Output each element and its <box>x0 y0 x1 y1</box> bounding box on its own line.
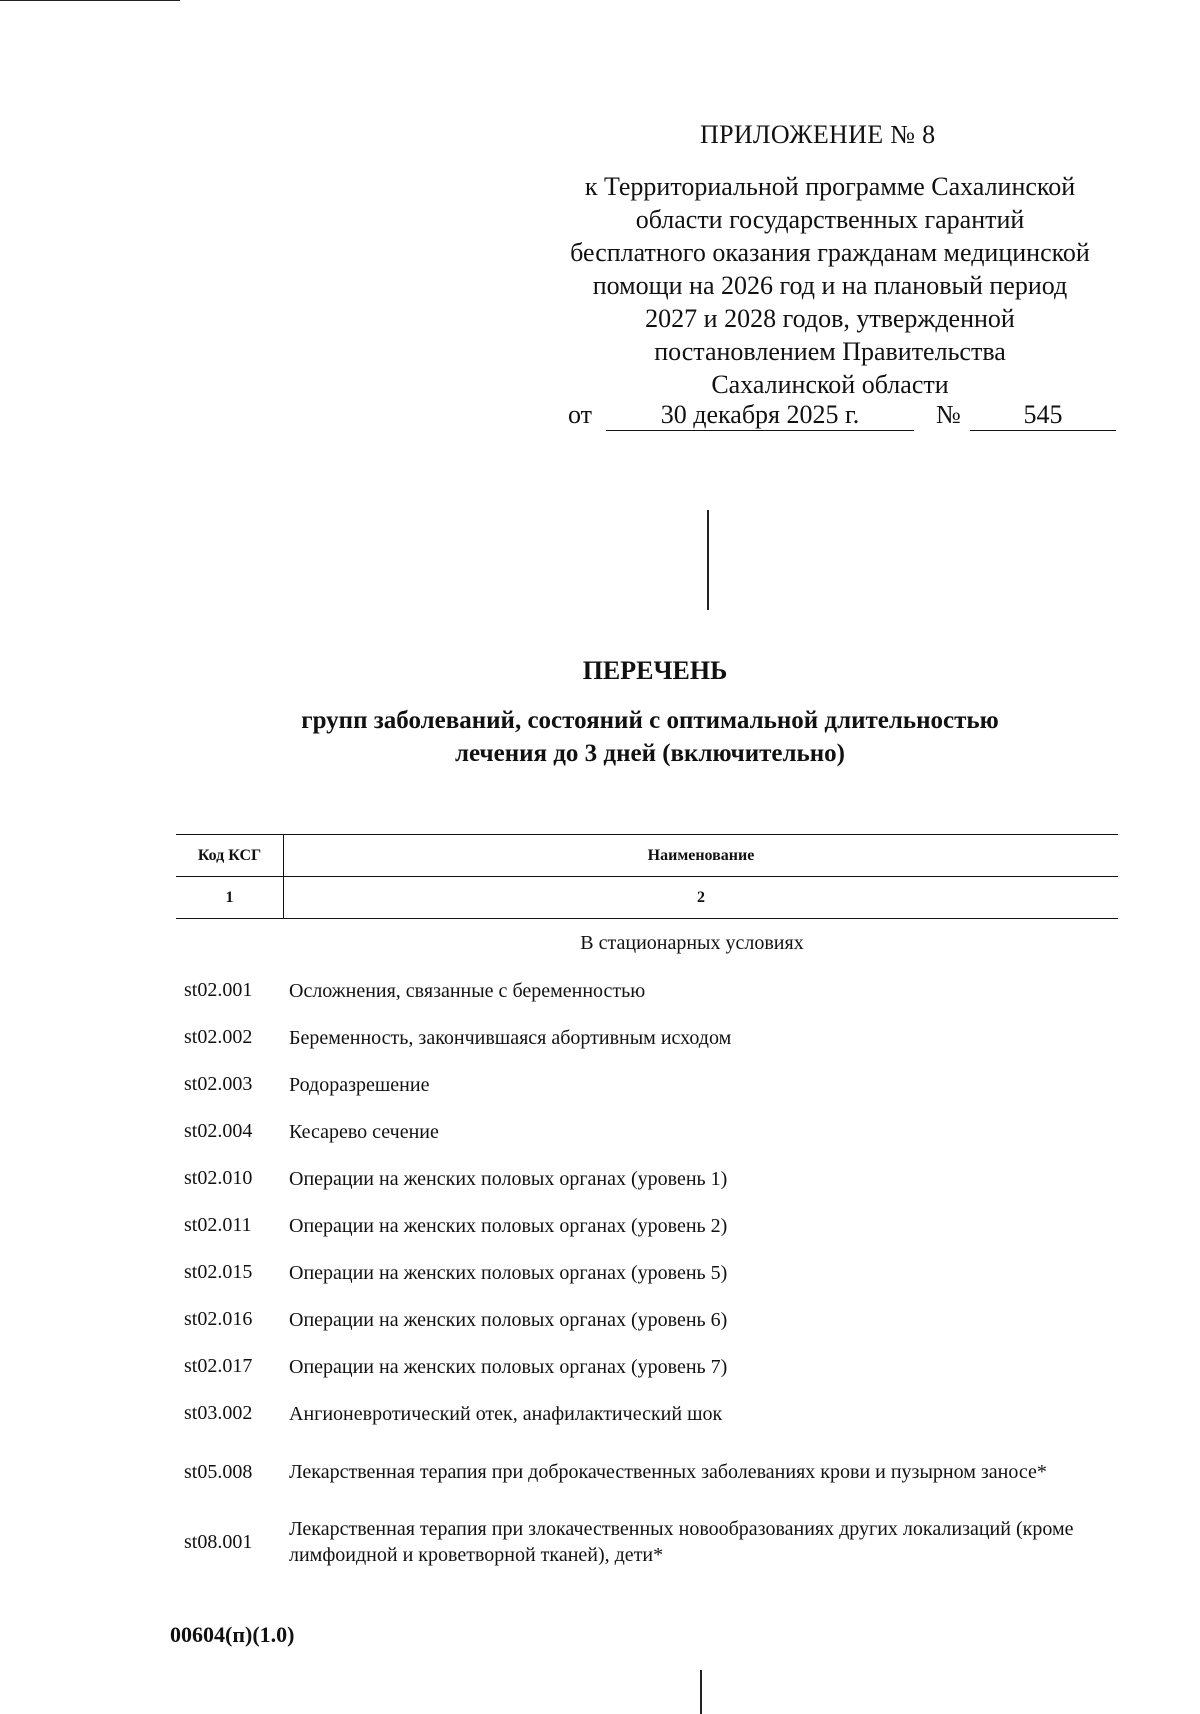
ksg-name: Осложнения, связанные с беременностью <box>289 979 646 1002</box>
document-subtitle <box>240 704 1060 770</box>
table-row <box>176 1390 1118 1437</box>
ksg-code: st02.010 <box>184 1167 253 1189</box>
ksg-name: Операции на женских половых органах (уровень 1) <box>289 1167 728 1190</box>
header-name: Наименование <box>647 846 755 864</box>
annex-title: ПРИЛОЖЕНИЕ № 8 <box>700 120 936 149</box>
ksg-code: st02.002 <box>184 1026 253 1048</box>
column-number-name: 2 <box>697 888 705 906</box>
table-header <box>176 834 1118 919</box>
subtitle-line: лечения до 3 дней (включительно) <box>455 740 845 767</box>
ksg-name: Операции на женских половых органах (уровень 7) <box>289 1355 728 1378</box>
table-row <box>176 1014 1118 1061</box>
table-row <box>176 1061 1118 1108</box>
decree-date: 30 декабря 2025 г. <box>606 400 914 431</box>
ksg-name: Операции на женских половых органах (уровень 5) <box>289 1261 728 1284</box>
table-row <box>176 1249 1118 1296</box>
table-row <box>176 1507 1118 1577</box>
scan-line-fold-2 <box>700 1670 702 1714</box>
ksg-code: st02.011 <box>184 1214 252 1236</box>
annex-line: бесплатного оказания гражданам медицинской <box>570 238 1090 267</box>
from-label: от <box>568 400 593 429</box>
table-row <box>176 1155 1118 1202</box>
ksg-name: Беременность, закончившаяся абортивным исходом <box>289 1026 732 1049</box>
annex-line: постановлением Правительства <box>654 337 1006 366</box>
table-row <box>176 1437 1118 1507</box>
ksg-name: Операции на женских половых органах (уровень 2) <box>289 1214 728 1237</box>
ksg-code: st08.001 <box>184 1530 253 1553</box>
annex-line: помощи на 2026 год и на плановый период <box>592 271 1068 300</box>
ksg-name: Лекарственная терапия при злокачественных новообразованиях других локализаций (кроме лимфоидной и кроветворной тканей), дети* <box>289 1518 1074 1566</box>
table-row <box>176 1296 1118 1343</box>
ksg-code: st02.001 <box>184 979 253 1001</box>
scan-line-top <box>0 0 180 1</box>
ksg-code: st02.003 <box>184 1073 253 1095</box>
ksg-name: Родоразрешение <box>289 1073 430 1096</box>
section-label: В стационарных условиях <box>580 931 804 954</box>
table-row <box>176 1108 1118 1155</box>
ksg-table <box>176 834 1118 1577</box>
document-code: 00604(п)(1.0) <box>170 1622 295 1647</box>
annex-line: 2027 и 2028 годов, утвержденной <box>645 304 1015 333</box>
ksg-name: Ангионевротический отек, анафилактический шок <box>289 1402 723 1425</box>
ksg-code: st02.017 <box>184 1355 253 1377</box>
ksg-code: st05.008 <box>184 1460 253 1483</box>
ksg-code: st02.016 <box>184 1308 253 1330</box>
ksg-code: st02.004 <box>184 1120 253 1142</box>
ksg-code: st02.015 <box>184 1261 253 1283</box>
number-label: № <box>936 400 961 429</box>
column-number-code: 1 <box>176 877 284 918</box>
ksg-name: Лекарственная терапия при доброкачественных заболеваниях крови и пузырном заносе* <box>289 1461 1047 1483</box>
subtitle-line: групп заболеваний, состояний с оптимальной длительностью <box>301 707 999 734</box>
decree-date-row <box>568 400 1118 434</box>
ksg-name: Операции на женских половых органах (уровень 6) <box>289 1308 728 1331</box>
annex-line: к Территориальной программе Сахалинской <box>584 172 1076 201</box>
document-title: ПЕРЕЧЕНЬ <box>582 656 728 685</box>
annex-description <box>540 170 1120 401</box>
ksg-code: st03.002 <box>184 1402 253 1424</box>
table-row <box>176 1343 1118 1390</box>
column-number-row <box>176 876 1118 918</box>
scan-line-fold-1 <box>707 510 709 610</box>
table-row <box>176 1202 1118 1249</box>
table-row <box>176 967 1118 1014</box>
decree-number: 545 <box>970 400 1116 431</box>
annex-line: Сахалинской области <box>711 370 949 399</box>
annex-line: области государственных гарантий <box>635 205 1025 234</box>
ksg-name: Кесарево сечение <box>289 1120 439 1143</box>
header-code: Код КСГ <box>176 835 284 876</box>
header-row <box>176 835 1118 876</box>
